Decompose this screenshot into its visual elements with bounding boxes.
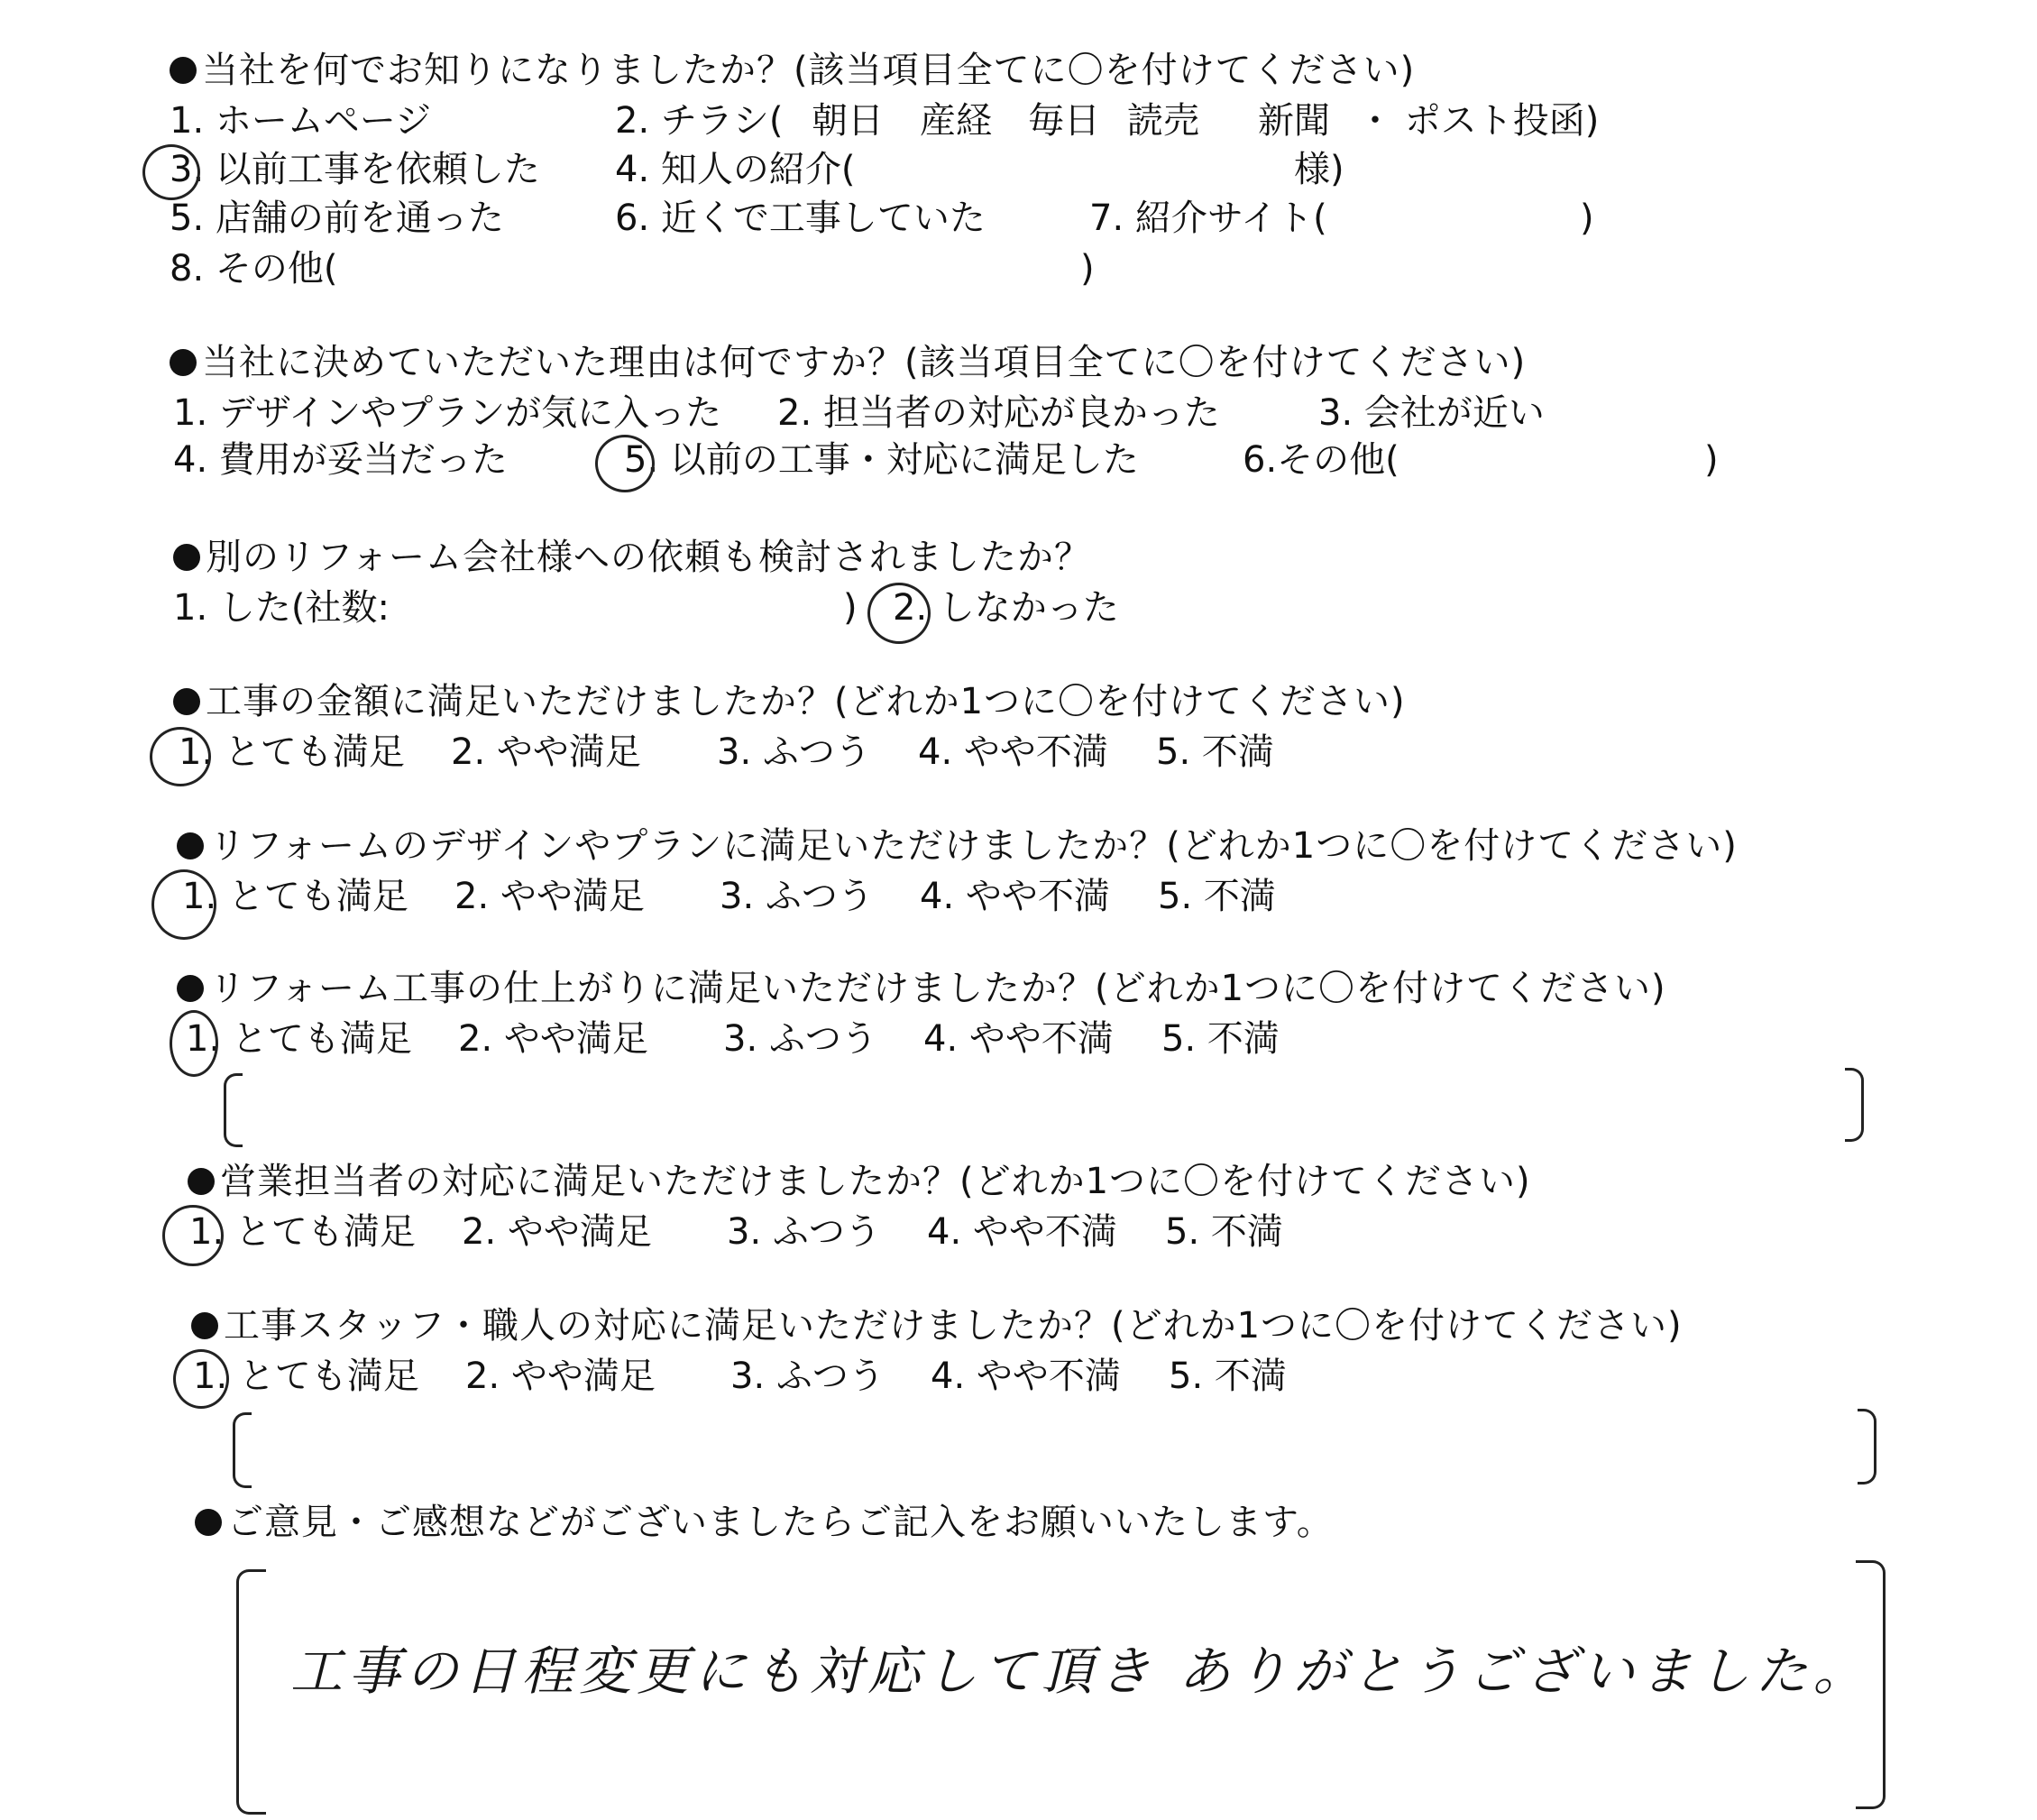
q1-title: 当社を何でお知りになりましたか？(該当項目全てに〇を付けてください) bbox=[170, 52, 1415, 88]
q3-option-1-close: ) bbox=[843, 587, 858, 629]
q8-option-2[interactable]: 2. やや満足 bbox=[465, 1356, 656, 1397]
answer-circle-mark bbox=[173, 1349, 229, 1409]
answer-circle-mark bbox=[151, 869, 216, 940]
bullet-icon bbox=[173, 544, 200, 571]
answer-circle-mark bbox=[162, 1205, 224, 1266]
q1-option-8[interactable]: 8. その他( bbox=[170, 248, 338, 290]
q7-option-5[interactable]: 5. 不満 bbox=[1165, 1211, 1283, 1253]
q1-option-8-close: ) bbox=[1080, 248, 1095, 290]
answer-circle-mark bbox=[595, 435, 655, 492]
q5-option-1[interactable]: 1. とても満足 bbox=[182, 876, 408, 917]
q2-option-1[interactable]: 1. デザインやプランが気に入った bbox=[173, 392, 722, 434]
q1-option-2-yomiuri[interactable]: 読売 bbox=[1127, 100, 1199, 142]
q8-title: 工事スタッフ・職人の対応に満足いただけましたか？(どれか1つに〇を付けてください) bbox=[191, 1308, 1683, 1344]
q7-option-1[interactable]: 1. とても満足 bbox=[189, 1211, 416, 1253]
q8-option-1[interactable]: 1. とても満足 bbox=[193, 1356, 419, 1397]
q1-option-3[interactable]: 3. 以前工事を依頼した bbox=[170, 149, 540, 190]
comment-bracket-left bbox=[236, 1569, 266, 1815]
handwritten-comment: 工事の日程変更にも対応して頂き ありがとうございました。 bbox=[290, 1641, 1871, 1702]
q2-option-6-close: ) bbox=[1704, 439, 1719, 481]
comment-bracket-left bbox=[233, 1412, 252, 1488]
comment-bracket-right bbox=[1858, 1409, 1876, 1484]
q4-option-2[interactable]: 2. やや満足 bbox=[451, 731, 641, 773]
q3-option-2[interactable]: 2. しなかった bbox=[893, 587, 1119, 629]
q5-title: リフォームのデザインやプランに満足いただけましたか？(どれか1つに〇を付けてください) bbox=[177, 828, 1738, 864]
q4-title: 工事の金額に満足いただけましたか？(どれか1つに〇を付けてください) bbox=[173, 684, 1406, 720]
q1-option-2[interactable]: 2. チラシ( bbox=[615, 100, 784, 142]
bullet-icon bbox=[188, 1168, 215, 1195]
q6-title: リフォーム工事の仕上がりに満足いただけましたか？(どれか1つに〇を付けてください) bbox=[177, 970, 1666, 1007]
q1-option-2-sankei[interactable]: 産経 bbox=[920, 100, 992, 142]
q2-option-5[interactable]: 5. 以前の工事・対応に満足した bbox=[624, 439, 1139, 481]
q1-option-2-shinbun[interactable]: 新聞 bbox=[1258, 100, 1330, 142]
comment-bracket-left bbox=[224, 1073, 243, 1147]
bullet-icon bbox=[195, 1509, 222, 1536]
q8-option-5[interactable]: 5. 不満 bbox=[1169, 1356, 1287, 1397]
q7-option-4[interactable]: 4. やや不満 bbox=[927, 1211, 1117, 1253]
q2-title: 当社に決めていただいた理由は何ですか？(該当項目全てに〇を付けてください) bbox=[170, 345, 1526, 381]
q6-option-4[interactable]: 4. やや不満 bbox=[923, 1018, 1114, 1060]
q2-option-4[interactable]: 4. 費用が妥当だった bbox=[173, 439, 508, 481]
q1-option-2-asahi[interactable]: 朝日 bbox=[812, 100, 884, 142]
q7-option-3[interactable]: 3. ふつう bbox=[727, 1211, 881, 1253]
q2-option-6[interactable]: 6.その他( bbox=[1243, 439, 1399, 481]
answer-circle-mark bbox=[142, 144, 200, 200]
q7-option-2[interactable]: 2. やや満足 bbox=[462, 1211, 652, 1253]
q1-option-2-post[interactable]: ・ ポスト投函) bbox=[1357, 100, 1600, 142]
q1-option-2-mainichi[interactable]: 毎日 bbox=[1028, 100, 1100, 142]
q4-option-4[interactable]: 4. やや不満 bbox=[918, 731, 1108, 773]
q5-option-4[interactable]: 4. やや不満 bbox=[920, 876, 1110, 917]
bullet-icon bbox=[177, 975, 204, 1002]
q2-option-3[interactable]: 3. 会社が近い bbox=[1318, 392, 1545, 434]
q6-option-5[interactable]: 5. 不満 bbox=[1161, 1018, 1280, 1060]
bullet-icon bbox=[170, 349, 197, 376]
q8-option-3[interactable]: 3. ふつう bbox=[730, 1356, 885, 1397]
q6-option-2[interactable]: 2. やや満足 bbox=[458, 1018, 648, 1060]
q5-option-3[interactable]: 3. ふつう bbox=[720, 876, 874, 917]
q8-option-4[interactable]: 4. やや不満 bbox=[931, 1356, 1121, 1397]
q4-option-1[interactable]: 1. とても満足 bbox=[179, 731, 405, 773]
q1-option-6[interactable]: 6. 近くで工事していた bbox=[615, 198, 986, 239]
q1-option-7-close: ) bbox=[1580, 198, 1594, 239]
answer-circle-mark bbox=[170, 1010, 218, 1077]
q4-option-5[interactable]: 5. 不満 bbox=[1156, 731, 1274, 773]
q6-option-1[interactable]: 1. とても満足 bbox=[186, 1018, 412, 1060]
bullet-icon bbox=[170, 57, 197, 84]
bullet-icon bbox=[191, 1312, 218, 1339]
q2-option-2[interactable]: 2. 担当者の対応が良かった bbox=[777, 392, 1220, 434]
q3-title: 別のリフォーム会社様への依頼も検討されましたか？ bbox=[173, 539, 1091, 575]
q5-option-5[interactable]: 5. 不満 bbox=[1158, 876, 1276, 917]
answer-circle-mark bbox=[867, 583, 931, 644]
q3-option-1[interactable]: 1. した(社数: bbox=[173, 587, 390, 629]
comment-bracket-right bbox=[1845, 1068, 1864, 1142]
q9-title: ご意見・ご感想などがございましたらご記入をお願いいたします。 bbox=[195, 1504, 1334, 1540]
bullet-icon bbox=[177, 832, 204, 859]
bullet-icon bbox=[173, 688, 200, 715]
answer-circle-mark bbox=[150, 727, 211, 786]
q7-title: 営業担当者の対応に満足いただけましたか？(どれか1つに〇を付けてください) bbox=[188, 1163, 1531, 1200]
q6-option-3[interactable]: 3. ふつう bbox=[723, 1018, 877, 1060]
q1-option-4-suffix: 様) bbox=[1294, 149, 1344, 190]
q1-option-5[interactable]: 5. 店舗の前を通った bbox=[170, 198, 504, 239]
q1-option-4[interactable]: 4. 知人の紹介( bbox=[615, 149, 856, 190]
q5-option-2[interactable]: 2. やや満足 bbox=[454, 876, 645, 917]
q4-option-3[interactable]: 3. ふつう bbox=[717, 731, 871, 773]
q1-option-1[interactable]: 1. ホームページ bbox=[170, 100, 432, 142]
q1-option-7[interactable]: 7. 紹介サイト( bbox=[1089, 198, 1327, 239]
